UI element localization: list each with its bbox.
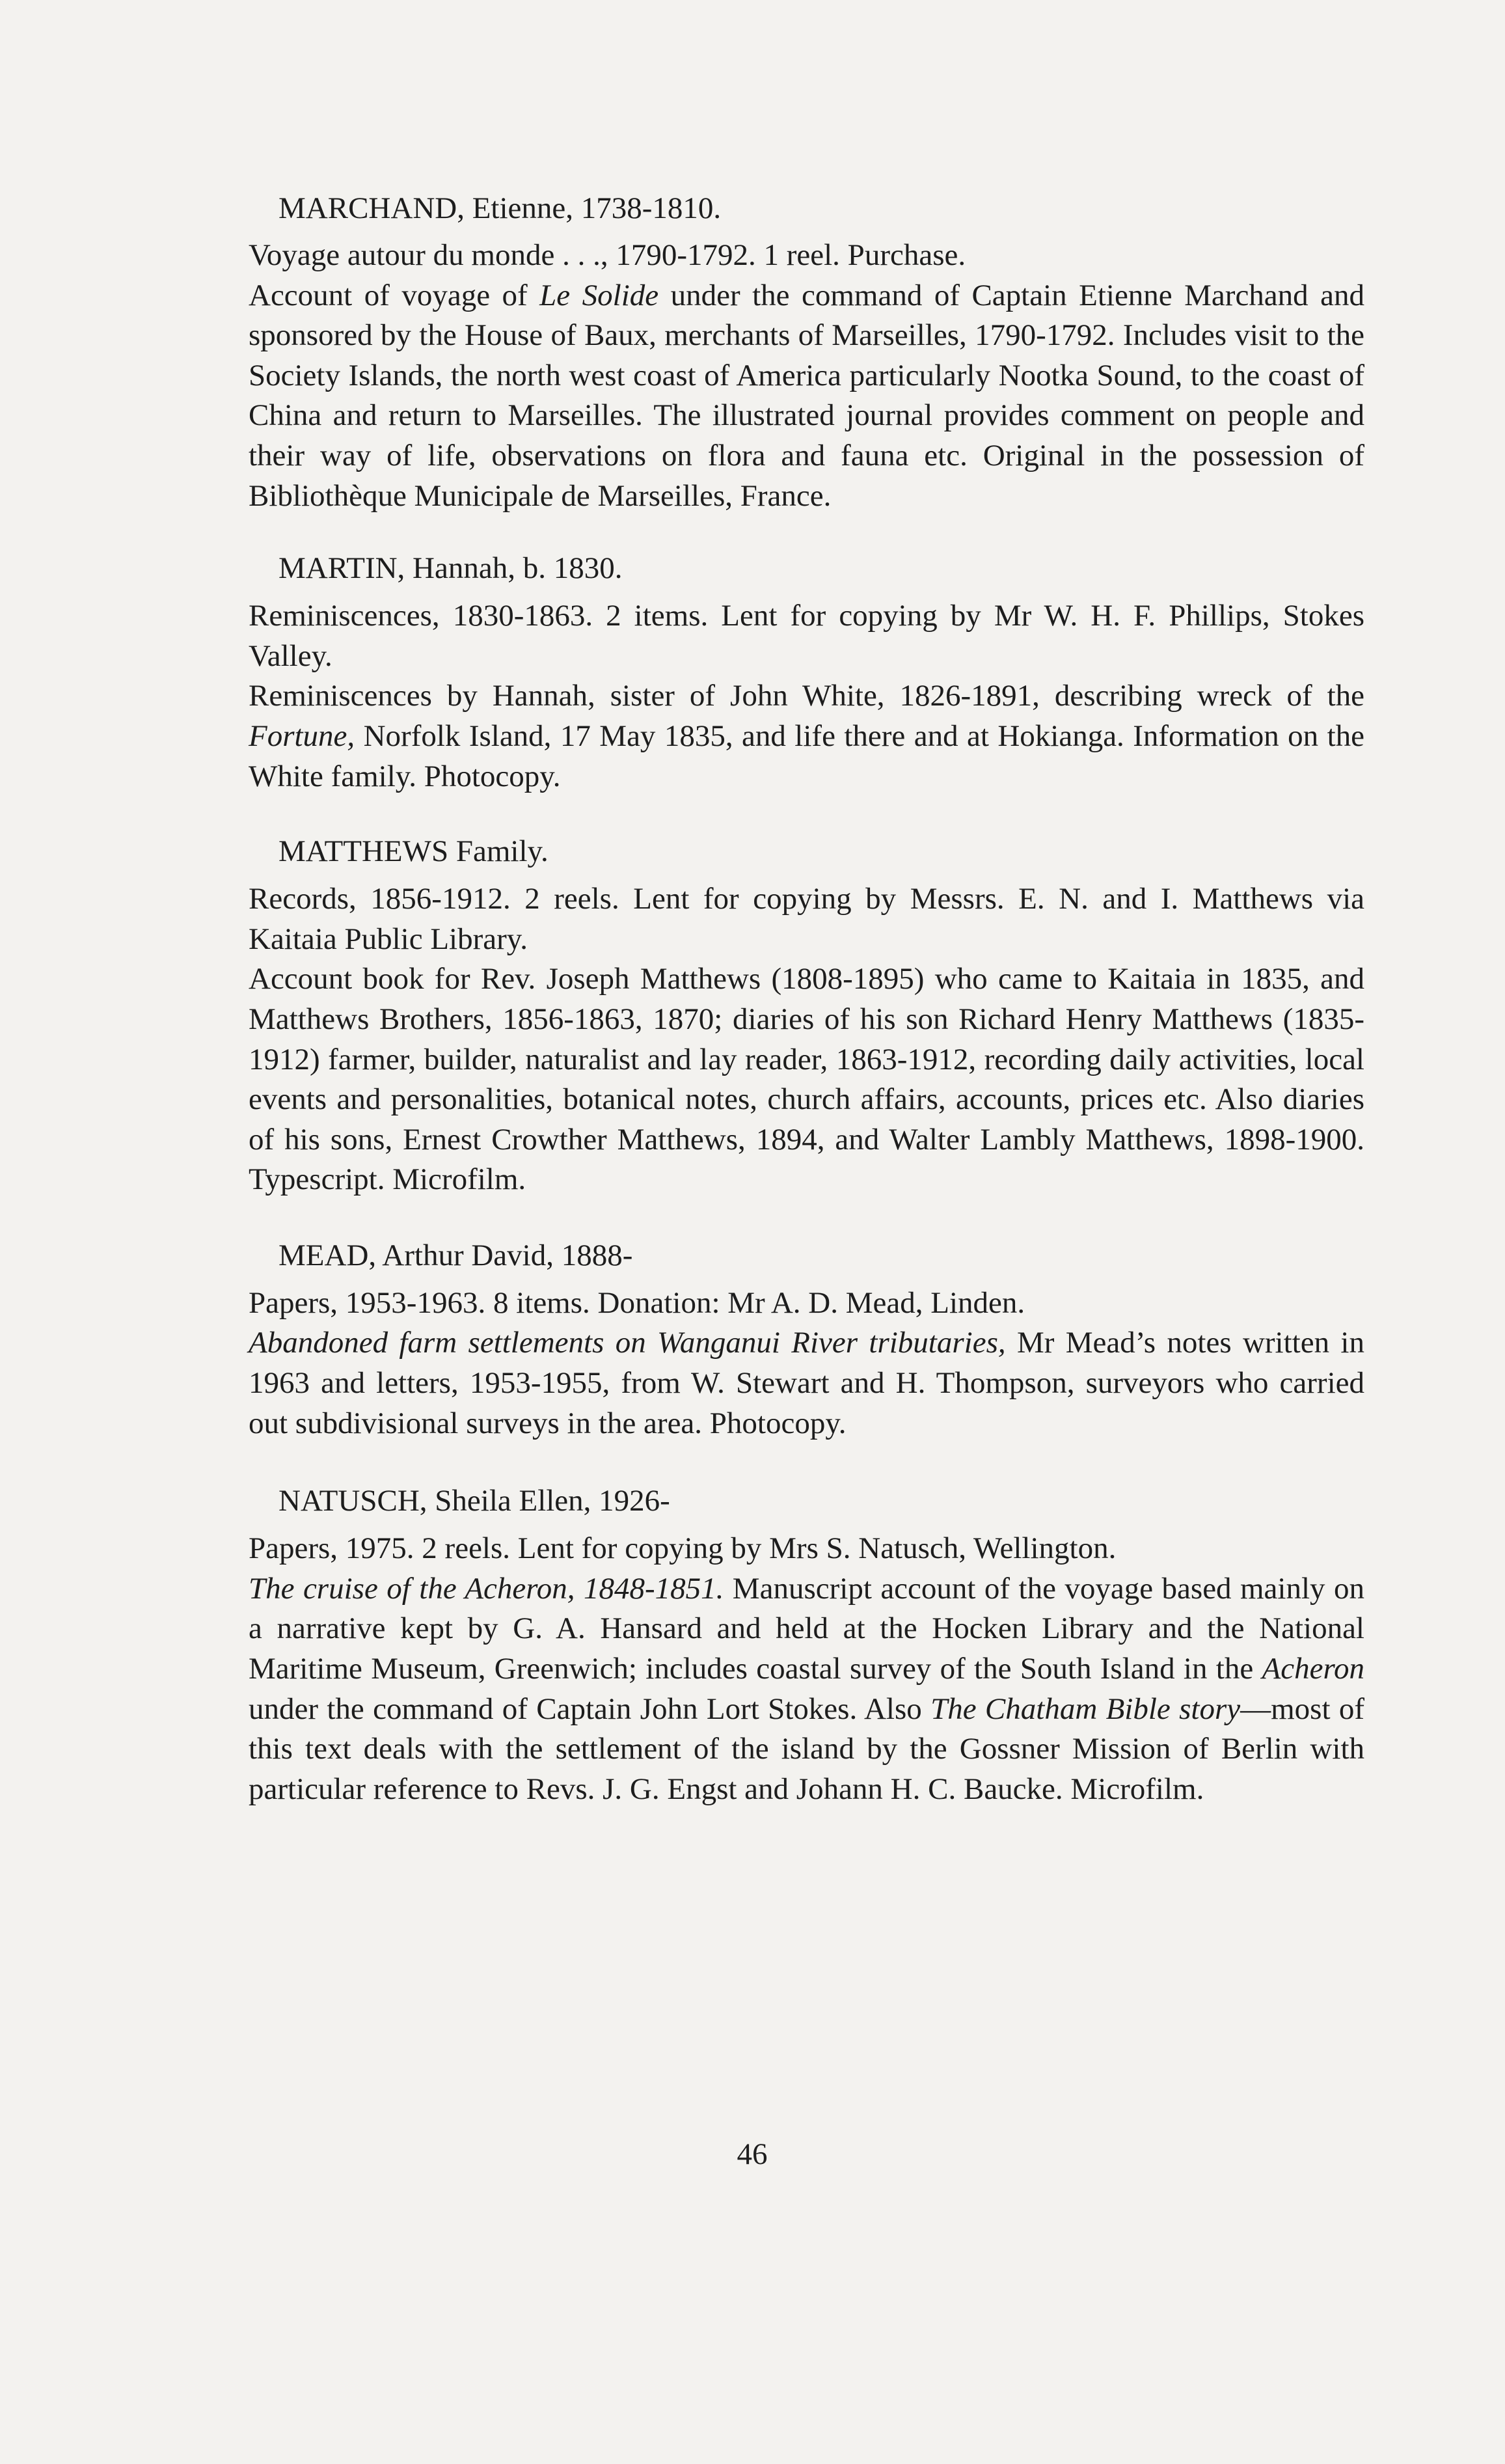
entry-description: Papers, 1953-1963. 8 items. Donation: Mr A. D. Mead, Linden.	[249, 1285, 1025, 1320]
entry-description: Papers, 1975. 2 reels. Lent for copying by Mrs S. Natusch, Wellington.	[249, 1531, 1117, 1566]
body-text: Manuscript account of the voyage based mainly on a narrative kept by G. A. Hansard and held at the Hocken Library and the National Maritime Museum, Greenwich; includes coastal survey of the South Island in the	[249, 1571, 1364, 1686]
entry-heading: MEAD, Arthur David, 1888-	[278, 1238, 633, 1272]
body-title-italic: Acheron	[1262, 1652, 1364, 1686]
entry-body: Account book for Rev. Joseph Matthews (1808-1895) who came to Kaitaia in 1835, and Matthews Brothers, 1856-1863, 1870; diaries of his son Richard Henry Matthews (1835-1912) farmer, builder, naturalist and lay reader, 1863-1912, recording daily activities, local events and personalities, botanical notes, church affairs, accounts, prices etc. Also diaries of his sons, Ernest Crowther Matthews, 1894, and Walter Lambly Matthews, 1898-1900. Typescript. Microfilm.	[249, 962, 1364, 1197]
entries-column	[249, 189, 1364, 1809]
entry-heading: NATUSCH, Sheila Ellen, 1926-	[278, 1484, 670, 1518]
page-number: 46	[737, 2137, 768, 2171]
body-title-italic: Abandoned farm settlements on Wanganui River tributaries,	[249, 1326, 1006, 1360]
entry-heading: MATTHEWS Family.	[278, 834, 549, 869]
body-title-italic: The cruise of the Acheron, 1848-1851.	[249, 1571, 724, 1606]
entry-heading: MARTIN, Hannah, b. 1830.	[278, 551, 623, 586]
entry-body	[249, 1323, 1364, 1444]
body-title-italic: The Chatham Bible story	[930, 1691, 1241, 1726]
entry-mead	[249, 1236, 1364, 1444]
body-text: Account of voyage of	[249, 278, 540, 312]
body-text: Norfolk Island, 17 May 1835, and life there and at Hokianga. Information on the White family. Photocopy.	[249, 719, 1364, 793]
entry-description: Voyage autour du monde . . ., 1790-1792. 1 reel. Purchase.	[249, 238, 966, 272]
entry-body	[249, 676, 1364, 797]
entry-body	[249, 276, 1364, 517]
entry-matthews	[249, 832, 1364, 1200]
entry-natusch	[249, 1481, 1364, 1809]
entry-description: Reminiscences, 1830-1863. 2 items. Lent for copying by Mr W. H. F. Phillips, Stokes Valley.	[249, 599, 1364, 673]
entry-martin	[249, 549, 1364, 797]
body-title-italic: Fortune,	[249, 719, 355, 753]
body-title-italic: Le Solide	[539, 278, 659, 312]
entry-marchand	[249, 189, 1364, 516]
entry-body	[249, 1569, 1364, 1810]
entry-description: Records, 1856-1912. 2 reels. Lent for copying by Messrs. E. N. and I. Matthews via Kaitaia Public Library.	[249, 882, 1364, 956]
body-text: under the command of Captain Etienne Marchand and sponsored by the House of Baux, merchants of Marseilles, 1790-1792. Includes visit to the Society Islands, the north west coast of America particularly Nootka Sound, to the coast of China and return to Marseilles. The illustrated journal provides comment on people and their way of life, observations on flora and fauna etc. Original in the possession of Bibliothèque Municipale de Marseilles, France.	[249, 278, 1365, 513]
body-text: Mr Mead’s notes written in 1963 and letters, 1953-1955, from W. Stewart and H. Thompson, surveyors who carried out subdivisional surveys in the area. Photocopy.	[249, 1326, 1364, 1440]
body-text: Reminiscences by Hannah, sister of John White, 1826-1891, describing wreck of the	[249, 679, 1364, 713]
entry-heading: MARCHAND, Etienne, 1738-1810.	[278, 191, 722, 225]
body-text: under the command of Captain John Lort Stokes. Also	[249, 1691, 931, 1726]
body-text: —most of this text deals with the settlement of the island by the Gossner Mission of Berlin with particular reference to Revs. J. G. Engst and Johann H. C. Baucke. Microfilm.	[249, 1691, 1364, 1806]
